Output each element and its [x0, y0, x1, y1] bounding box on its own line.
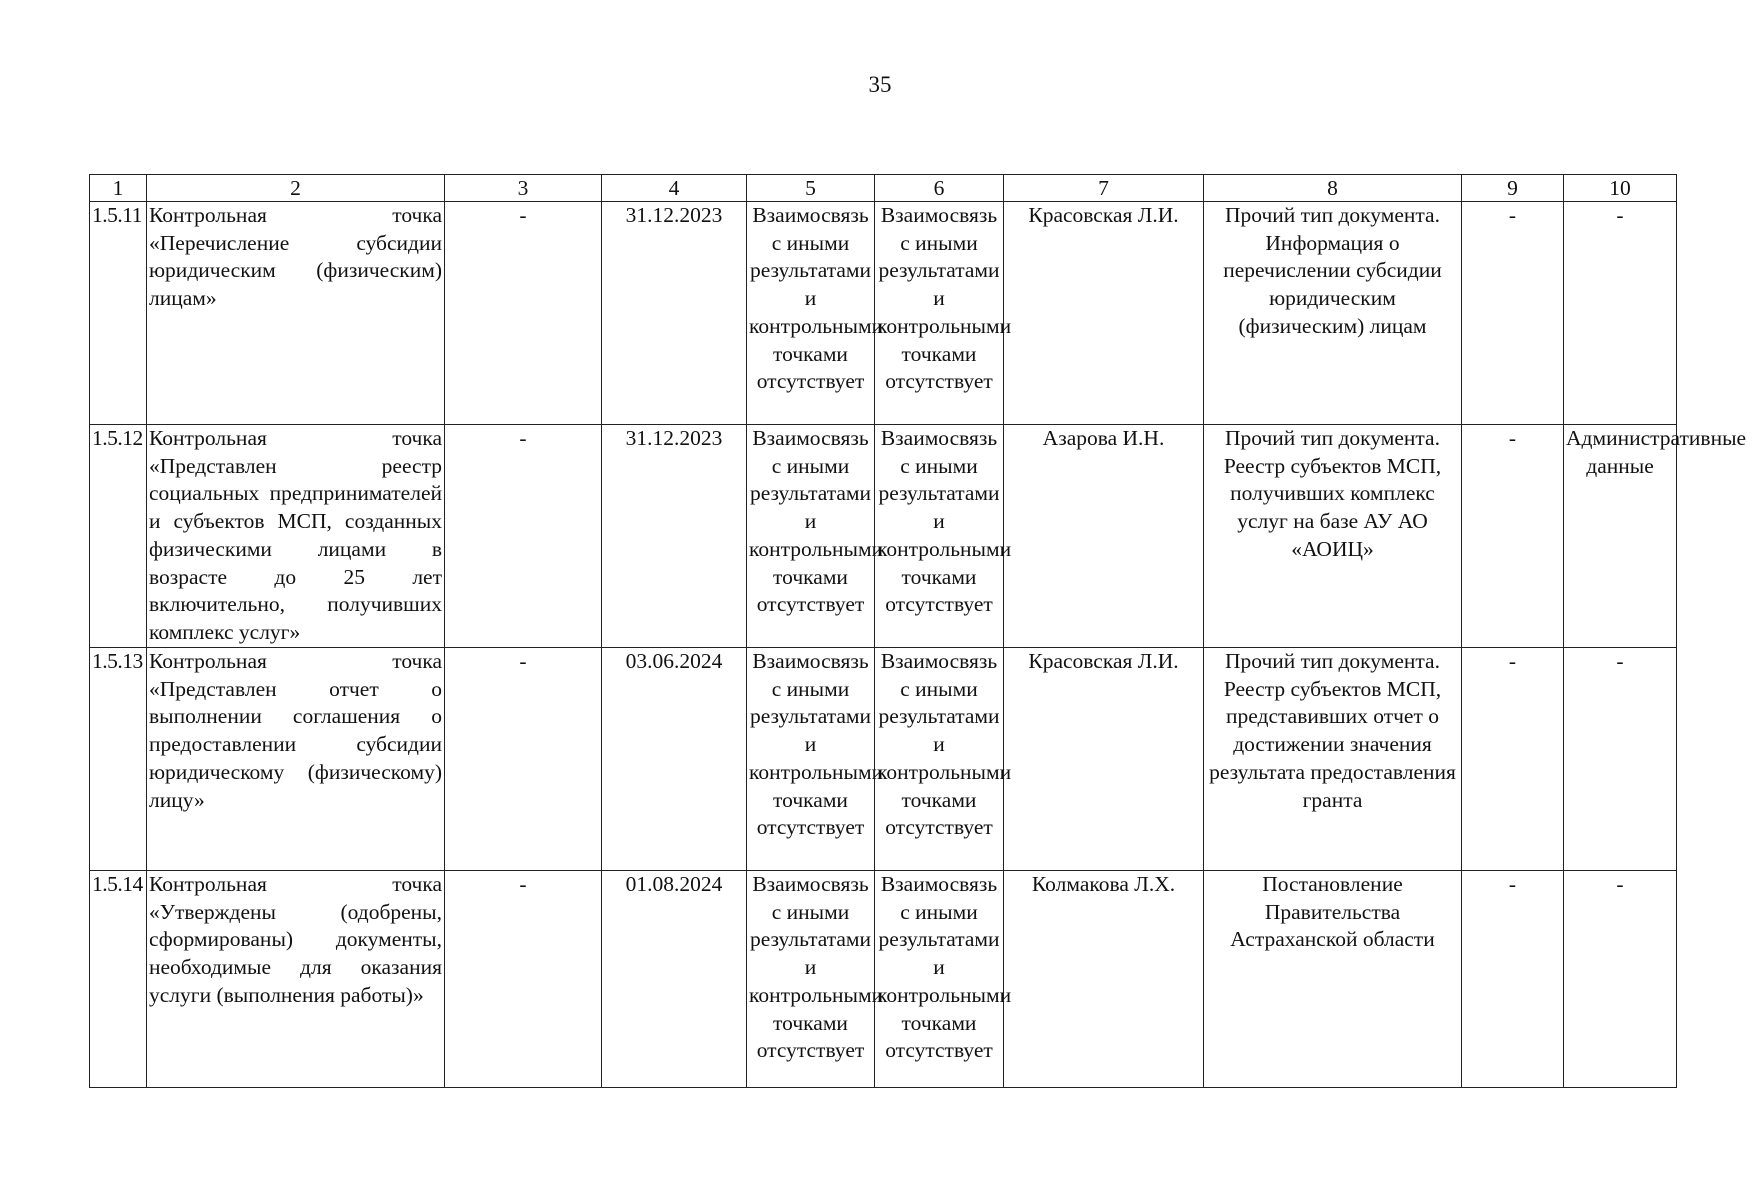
responsible-person: Колмакова Л.Х.	[1004, 871, 1204, 1088]
column-header: 2	[147, 175, 445, 202]
responsible-person: Красовская Л.И.	[1004, 648, 1204, 871]
header-row	[90, 175, 1677, 202]
relationship-text: Взаимосвязь с иными результатами и контрольными точками отсутствует	[875, 648, 1004, 871]
relationship-text: Взаимосвязь с иными результатами и контрольными точками отсутствует	[875, 425, 1004, 648]
relationship-text: Взаимосвязь с иными результатами и контрольными точками отсутствует	[747, 648, 875, 871]
document-type: Постановление Правительства Астраханской области	[1204, 871, 1462, 1088]
column-header: 8	[1204, 175, 1462, 202]
column-3-value: -	[445, 648, 602, 871]
column-header: 4	[602, 175, 747, 202]
column-header: 6	[875, 175, 1004, 202]
relationship-text: Взаимосвязь с иными результатами и контрольными точками отсутствует	[875, 202, 1004, 425]
column-header: 10	[1564, 175, 1677, 202]
control-point-name: Контрольная точка «Представлен отчет о выполнении соглашения о предоставлении субсидии юридическому (физическому) лицу»	[147, 648, 445, 871]
column-header: 9	[1462, 175, 1564, 202]
deadline-date: 01.08.2024	[602, 871, 747, 1088]
responsible-person: Красовская Л.И.	[1004, 202, 1204, 425]
table-row	[90, 648, 1677, 871]
control-points-table	[89, 174, 1747, 1088]
deadline-date: 31.12.2023	[602, 202, 747, 425]
column-10-value: -	[1564, 871, 1677, 1088]
column-9-value: -	[1462, 202, 1564, 425]
document-type: Прочий тип документа. Реестр субъектов МСП, получивших комплекс услуг на базе АУ АО «АОИЦ»	[1204, 425, 1462, 648]
document-type: Прочий тип документа. Реестр субъектов МСП, представивших отчет о достижении значения результата предоставления гранта	[1204, 648, 1462, 871]
relationship-text: Взаимосвязь с иными результатами и контрольными точками отсутствует	[875, 871, 1004, 1088]
column-10-value: Административные данные	[1564, 425, 1677, 648]
column-10-value: -	[1564, 648, 1677, 871]
control-point-name: Контрольная точка «Перечисление субсидии юридическим (физическим) лицам»	[147, 202, 445, 425]
column-9-value: -	[1462, 648, 1564, 871]
control-point-name: Контрольная точка «Утверждены (одобрены, сформированы) документы, необходимые для оказания услуги (выполнения работы)»	[147, 871, 445, 1088]
relationship-text: Взаимосвязь с иными результатами и контрольными точками отсутствует	[747, 871, 875, 1088]
relationship-text: Взаимосвязь с иными результатами и контрольными точками отсутствует	[747, 202, 875, 425]
page-number: 35	[868, 72, 892, 97]
row-number: 1.5.11	[90, 202, 147, 425]
deadline-date: 31.12.2023	[602, 425, 747, 648]
responsible-person: Азарова И.Н.	[1004, 425, 1204, 648]
column-9-value: -	[1462, 425, 1564, 648]
column-header: 5	[747, 175, 875, 202]
column-9-value: -	[1462, 871, 1564, 1088]
control-point-name: Контрольная точка «Представлен реестр социальных предпринимателей и субъектов МСП, созданных физическими лицами в возрасте до 25 лет включительно, получивших комплекс услуг»	[147, 425, 445, 648]
column-header: 1	[90, 175, 147, 202]
table-row	[90, 871, 1677, 1088]
table-row	[90, 202, 1677, 425]
column-10-value: -	[1564, 202, 1677, 425]
column-3-value: -	[445, 425, 602, 648]
row-number: 1.5.13	[90, 648, 147, 871]
relationship-text: Взаимосвязь с иными результатами и контрольными точками отсутствует	[747, 425, 875, 648]
column-3-value: -	[445, 202, 602, 425]
table-row	[90, 425, 1677, 648]
document-type: Прочий тип документа. Информация о перечислении субсидии юридическим (физическим) лицам	[1204, 202, 1462, 425]
column-header: 3	[445, 175, 602, 202]
row-number: 1.5.14	[90, 871, 147, 1088]
deadline-date: 03.06.2024	[602, 648, 747, 871]
row-number: 1.5.12	[90, 425, 147, 648]
column-3-value: -	[445, 871, 602, 1088]
column-header: 7	[1004, 175, 1204, 202]
